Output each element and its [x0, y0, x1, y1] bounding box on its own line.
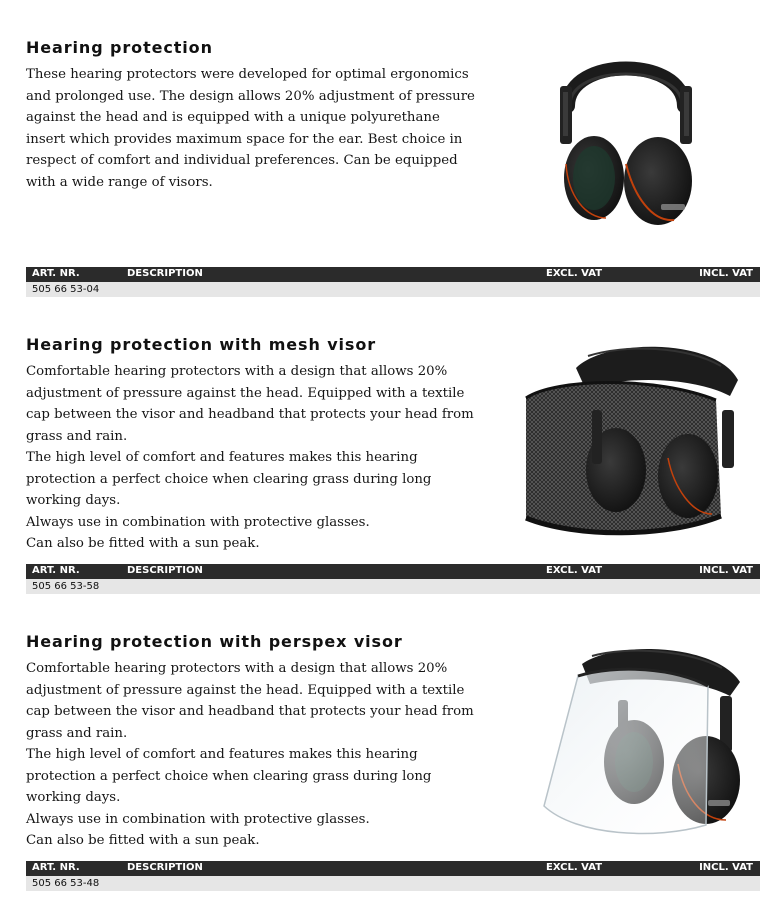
description-paragraph: Can also be fitted with a sun peak. — [26, 536, 260, 551]
incl-vat-header: INCL. VAT — [699, 862, 753, 873]
product-title: Hearing protection — [26, 38, 213, 57]
product-title: Hearing protection with perspex visor — [26, 632, 403, 651]
description-paragraph: The high level of comfort and features makes this hearing protection a perfect choice when clearing grass during long working days. — [26, 747, 432, 805]
article-table-header — [26, 861, 760, 876]
description-paragraph: The high level of comfort and features makes this hearing protection a perfect choice when clearing grass during long working days. — [26, 450, 432, 508]
product-description — [26, 64, 476, 193]
art-nr-header: ART. NR. — [32, 862, 80, 873]
article-table — [26, 564, 760, 594]
description-paragraph: Comfortable hearing protectors with a design that allows 20% adjustment of pressure against the head. Equipped with a textile cap between the visor and headband that protects your head from grass and rain. — [26, 661, 474, 741]
excl-vat-header: EXCL. VAT — [546, 862, 603, 873]
description-paragraph: Can also be fitted with a sun peak. — [26, 833, 260, 848]
description-paragraph: Always use in combination with protective glasses. — [26, 811, 370, 827]
art-nr-header: ART. NR. — [32, 268, 80, 279]
incl-vat-header: INCL. VAT — [699, 565, 753, 576]
article-table-header — [26, 267, 760, 282]
product-section-1 — [26, 38, 760, 300]
description-header: DESCRIPTION — [127, 268, 203, 279]
table-row — [26, 876, 760, 891]
description-header: DESCRIPTION — [127, 565, 203, 576]
table-row — [26, 282, 760, 297]
article-table-header — [26, 564, 760, 579]
description-paragraph: These hearing protectors were developed for optimal ergonomics and prolonged use. The design allows 20% adjustment of pressure against the head and is equipped with a unique polyurethane insert which provides maximum space for the ear. Best choice in respect of comfort and individual preferences. Can be equipped with a wide range of visors. — [26, 67, 475, 190]
table-row — [26, 579, 760, 594]
description-header: DESCRIPTION — [127, 862, 203, 873]
article-number: 505 66 53-04 — [32, 284, 100, 295]
incl-vat-header: INCL. VAT — [699, 268, 753, 279]
article-number: 505 66 53-48 — [32, 878, 100, 889]
excl-vat-header: EXCL. VAT — [546, 565, 603, 576]
earmuffs-image — [546, 46, 706, 228]
article-number: 505 66 53-58 — [32, 581, 100, 592]
description-paragraph: Always use in combination with protective glasses. — [26, 514, 370, 530]
mesh-visor-image — [516, 338, 746, 540]
product-description — [26, 361, 476, 555]
description-paragraph: Comfortable hearing protectors with a design that allows 20% adjustment of pressure against the head. Equipped with a textile cap between the visor and headband that protects your head from grass and rain. — [26, 364, 474, 444]
article-table — [26, 861, 760, 891]
product-section-2 — [26, 335, 760, 600]
product-section-3 — [26, 632, 760, 897]
art-nr-header: ART. NR. — [32, 565, 80, 576]
product-description — [26, 658, 476, 852]
product-title: Hearing protection with mesh visor — [26, 335, 377, 354]
excl-vat-header: EXCL. VAT — [546, 268, 603, 279]
article-table — [26, 267, 760, 297]
perspex-visor-image — [516, 640, 746, 840]
